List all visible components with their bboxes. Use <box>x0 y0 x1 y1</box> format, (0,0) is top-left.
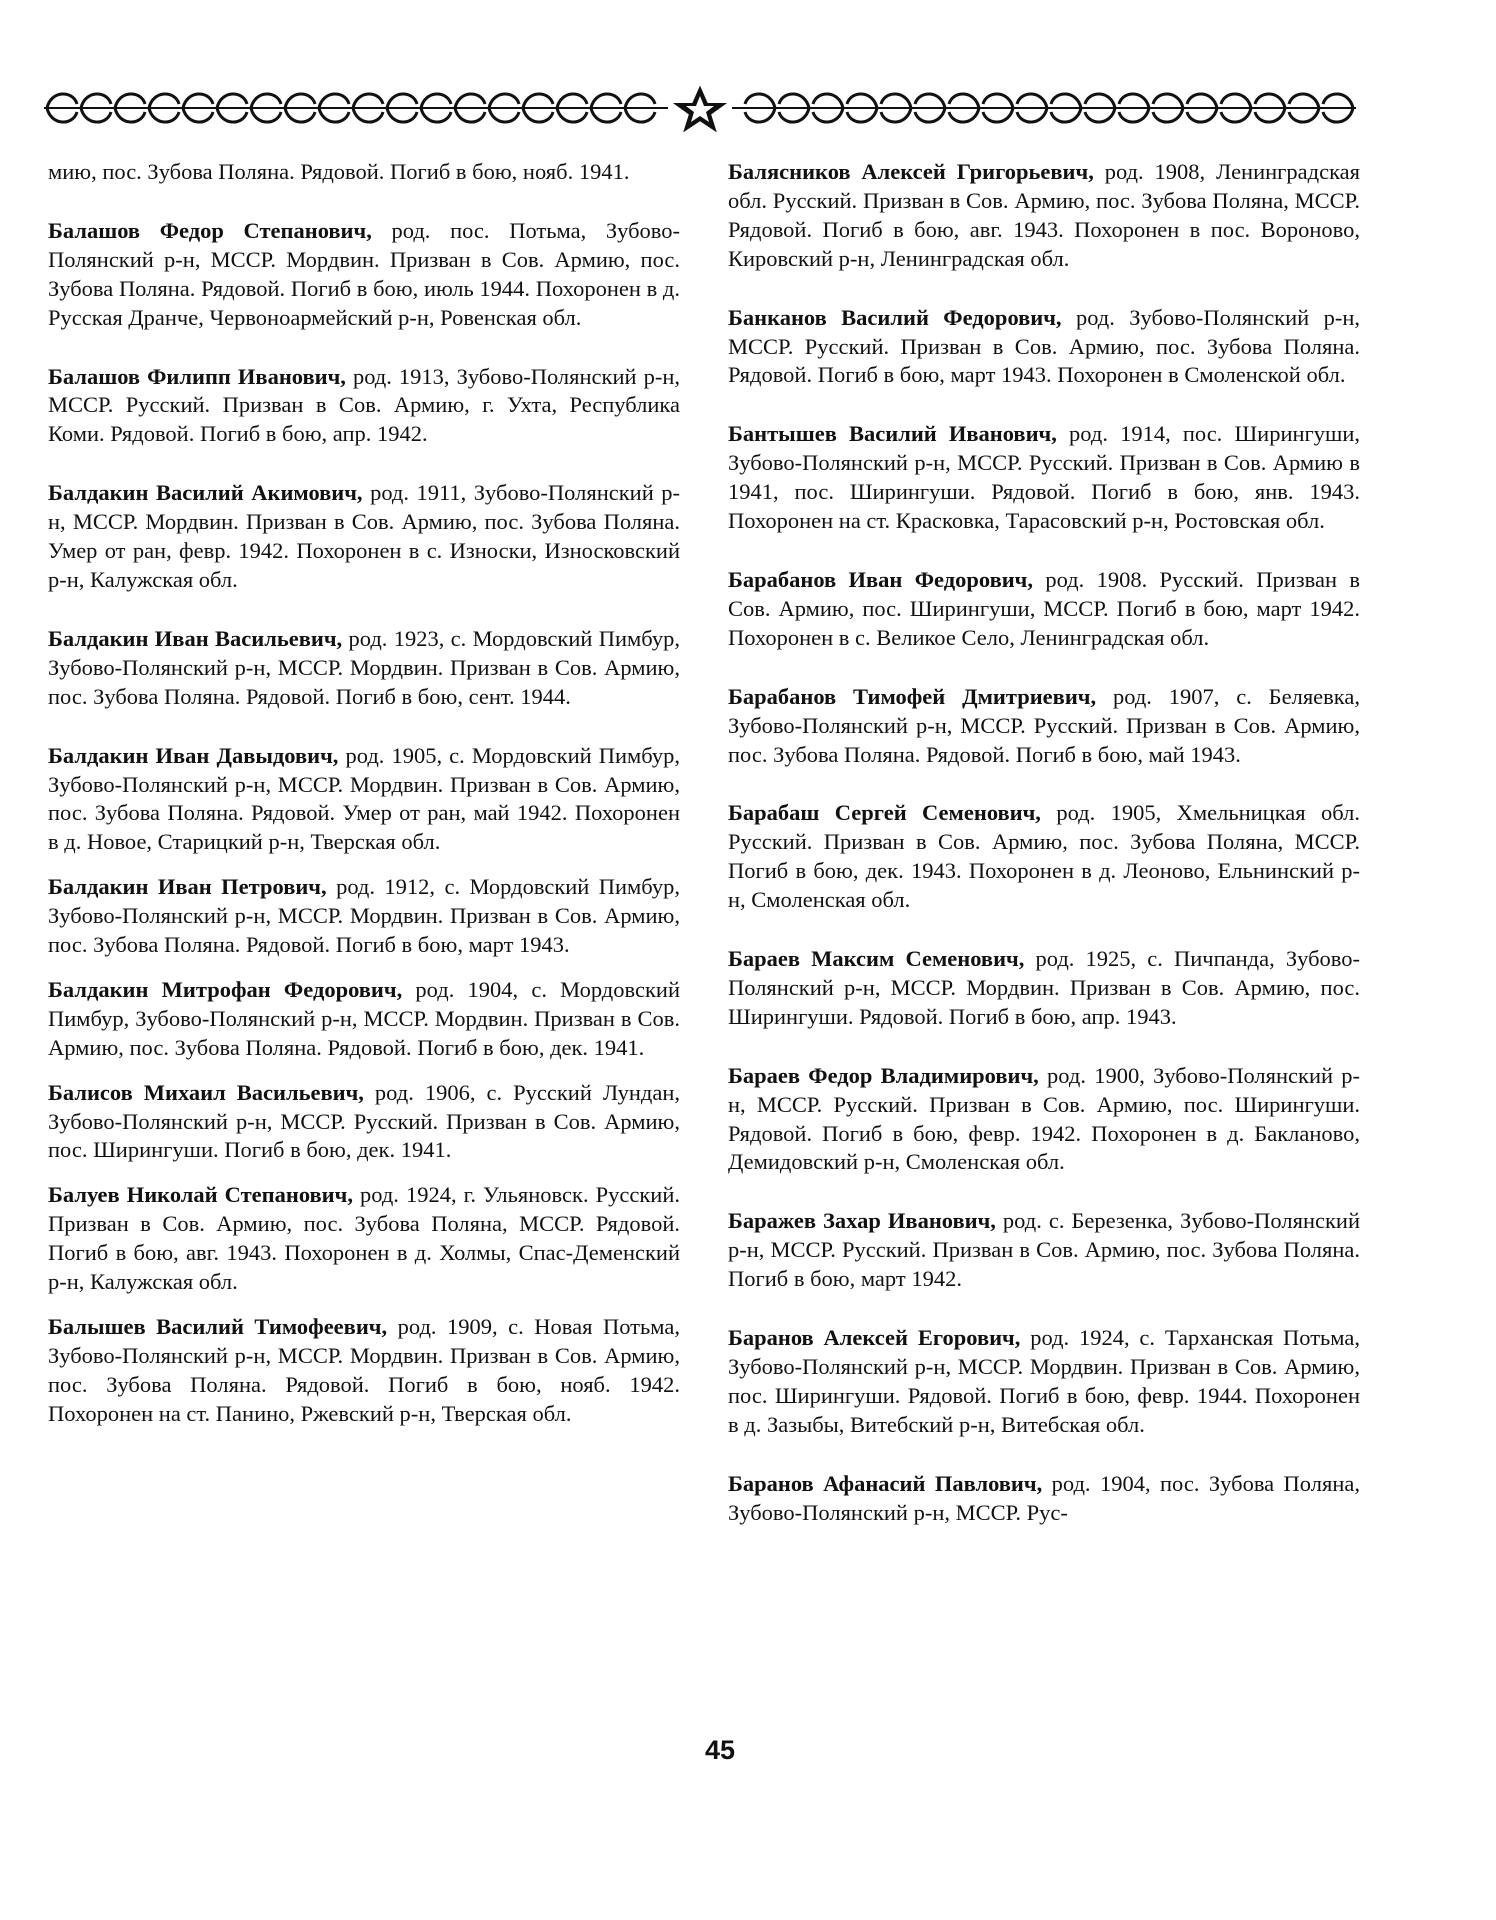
laurel-leaf-icon <box>353 94 383 108</box>
laurel-leaf-icon <box>387 94 417 108</box>
laurel-leaf-icon <box>489 108 519 122</box>
laurel-leaf-icon <box>217 94 247 108</box>
page-number: 45 <box>704 1735 736 1765</box>
laurel-leaf-icon <box>523 94 553 108</box>
laurel-leaf-icon <box>455 108 485 122</box>
entry-name: Балисов Михаил Васильевич, <box>48 1079 364 1105</box>
laurel-leaf-icon <box>813 94 843 108</box>
memorial-entry <box>728 158 1360 274</box>
laurel-leaf-icon <box>81 94 111 108</box>
laurel-leaf-icon <box>319 108 349 122</box>
laurel-leaf-icon <box>115 108 145 122</box>
laurel-leaf-icon <box>523 108 553 122</box>
memorial-entry <box>728 304 1360 391</box>
entry-name: Барабанов Иван Федорович, <box>728 566 1033 592</box>
laurel-leaf-icon <box>915 94 945 108</box>
laurel-leaf-icon <box>813 108 843 122</box>
laurel-leaf-icon <box>1323 94 1353 108</box>
entry-text: род. 1900, Зубово-Полянский р-н, МССР. Русский. Призван в Сов. Армию, пос. Ширингуши. Рядовой. Погиб в бою, февр. 1942. Похоронен в д. Бакланово, Демидовский р-н, Смоленская обл. <box>728 1062 1360 1175</box>
memorial-entry <box>48 1079 680 1166</box>
entry-text: род. 1924, с. Тарханская Потьма, Зубово-Полянский р-н, МССР. Мордвин. Призван в Сов. Армию, пос. Ширингуши. Рядовой. Погиб в бою, февр. 1944. Похоронен в д. Зазыбы, Витебский р-н, Витебская обл. <box>728 1325 1360 1437</box>
laurel-leaf-icon <box>455 94 485 108</box>
laurel-garland-icon <box>40 82 1360 134</box>
right-column <box>728 158 1360 1558</box>
laurel-leaf-icon <box>421 94 451 108</box>
laurel-leaf-icon <box>745 94 775 108</box>
memorial-entry <box>728 1324 1360 1440</box>
laurel-leaf-icon <box>847 108 877 122</box>
laurel-leaf-icon <box>421 108 451 122</box>
entry-text: род. 1906, с. Русский Лундан, Зубово-Полянский р-н, МССР. Русский. Призван в Сов. Армию, пос. Ширингуши. Погиб в бою, дек. 1941. <box>48 1079 680 1163</box>
entry-text: род. 1904, пос. Зубова Поляна, Зубово-Полянский р-н, МССР. Рус- <box>728 1470 1360 1525</box>
memorial-entry <box>48 217 680 333</box>
memorial-entry <box>48 742 680 858</box>
entry-text: род. 1923, с. Мордовский Пимбур, Зубово-Полянский р-н, МССР. Мордвин. Призван в Сов. Армию, пос. Зубова Поляна. Рядовой. Погиб в бою, сент. 1944. <box>48 625 681 709</box>
laurel-leaf-icon <box>1119 94 1149 108</box>
laurel-leaf-icon <box>1323 108 1353 122</box>
laurel-leaf-icon <box>285 108 315 122</box>
laurel-leaf-icon <box>1017 108 1047 122</box>
laurel-leaf-icon <box>1119 108 1149 122</box>
laurel-leaf-icon <box>779 108 809 122</box>
laurel-leaf-icon <box>1289 94 1319 108</box>
entry-name: Балдакин Иван Давыдович, <box>48 742 339 768</box>
laurel-leaf-icon <box>779 94 809 108</box>
laurel-leaf-icon <box>591 94 621 108</box>
laurel-leaf-icon <box>1187 108 1217 122</box>
entry-text: род. 1905, Хмельницкая обл. Русский. Призван в Сов. Армию, пос. Зубова Поляна, МССР. Погиб в бою, дек. 1943. Похоронен в д. Леоново, Ельнинский р-н, Смоленская обл. <box>728 800 1360 913</box>
memorial-entry <box>48 976 680 1063</box>
laurel-leaf-icon <box>557 94 587 108</box>
laurel-leaf-icon <box>949 108 979 122</box>
star-icon <box>676 88 724 130</box>
laurel-leaf-icon <box>949 94 979 108</box>
entry-text: род. пос. Потьма, Зубово-Полянский р-н, МССР. Мордвин. Призван в Сов. Армию, пос. Зубова Поляна. Рядовой. Погиб в бою, июль 1944. Похоронен в д. Русская Дранче, Червоноармейский р-н, Ровенская обл. <box>48 217 681 330</box>
entry-text: род. 1909, с. Новая Потьма, Зубово-Полянский р-н, МССР. Мордвин. Призван в Сов. Армию, пос. Зубова Поляна. Рядовой. Погиб в бою, нояб. 1942. Похоронен на ст. Панино, Ржевский р-н, Тверская обл. <box>48 1314 680 1426</box>
memorial-entry <box>48 873 680 960</box>
entry-text: род. 1904, с. Мордовский Пимбур, Зубово-Полянский р-н, МССР. Мордвин. Призван в Сов. Армию, пос. Зубова Поляна. Рядовой. Погиб в бою, дек. 1941. <box>48 976 680 1060</box>
entry-name: Балашов Федор Степанович, <box>48 217 372 243</box>
laurel-leaf-icon <box>1255 108 1285 122</box>
entry-name: Балышев Василий Тимофеевич, <box>48 1314 388 1339</box>
entry-text: род. 1925, с. Пичпанда, Зубово-Полянский р-н, МССР. Мордвин. Призван в Сов. Армию, пос. Ширингуши. Рядовой. Погиб в бою, апр. 1943. <box>728 946 1360 1029</box>
memorial-entry <box>48 1313 680 1429</box>
memorial-entry <box>728 945 1360 1032</box>
memorial-entry <box>48 363 680 450</box>
entry-text: род. 1907, с. Беляевка, Зубово-Полянский р-н, МССР. Русский. Призван в Сов. Армию, пос. Зубова Поляна. Рядовой. Погиб в бою, май 1943. <box>728 683 1360 767</box>
memorial-entry <box>728 566 1360 653</box>
entry-name: Балдакин Василий Акимович, <box>48 480 363 506</box>
entry-name: Балдакин Митрофан Федорович, <box>48 976 403 1002</box>
memorial-entry <box>48 158 680 187</box>
memorial-entry <box>728 1062 1360 1178</box>
memorial-entry <box>728 683 1360 770</box>
memorial-entry <box>728 1207 1360 1294</box>
laurel-leaf-icon <box>847 94 877 108</box>
laurel-leaf-icon <box>983 108 1013 122</box>
memorial-entry <box>728 799 1360 915</box>
laurel-leaf-icon <box>183 94 213 108</box>
laurel-leaf-icon <box>1153 94 1183 108</box>
laurel-leaf-icon <box>183 108 213 122</box>
laurel-leaf-icon <box>1051 94 1081 108</box>
laurel-leaf-icon <box>251 108 281 122</box>
laurel-leaf-icon <box>81 108 111 122</box>
memorial-entry <box>728 1470 1360 1528</box>
laurel-leaf-icon <box>625 108 655 122</box>
entry-name: Балдакин Иван Васильевич, <box>48 625 343 651</box>
laurel-leaf-icon <box>1255 94 1285 108</box>
laurel-leaf-icon <box>1017 94 1047 108</box>
left-column <box>48 158 680 1445</box>
laurel-leaf-icon <box>915 108 945 122</box>
entry-text: род. 1912, с. Мордовский Пимбур, Зубово-Полянский р-н, МССР. Мордвин. Призван в Сов. Армию, пос. Зубова Поляна. Рядовой. Погиб в бою, март 1943. <box>48 874 680 958</box>
laurel-leaf-icon <box>1187 94 1217 108</box>
laurel-leaf-icon <box>1289 108 1319 122</box>
laurel-leaf-icon <box>745 108 775 122</box>
memorial-entry <box>48 1181 680 1297</box>
laurel-leaf-icon <box>591 108 621 122</box>
entry-text: род. Зубово-Полянский р-н, МССР. Русский. Призван в Сов. Армию, пос. Зубова Поляна. Рядовой. Погиб в бою, март 1943. Похоронен в Смоленской обл. <box>728 304 1360 388</box>
laurel-leaf-icon <box>881 108 911 122</box>
entry-name: Барабаш Сергей Семенович, <box>728 800 1041 826</box>
entry-name: Бараев Максим Семенович, <box>728 946 1025 972</box>
laurel-leaf-icon <box>625 94 655 108</box>
laurel-leaf-icon <box>149 94 179 108</box>
entry-text: род. 1924, г. Ульяновск. Русский. Призван в Сов. Армию, пос. Зубова Поляна, МССР. Рядовой. Погиб в бою, авг. 1943. Похоронен в д. Холмы, Спас-Деменский р-н, Калужская обл. <box>48 1182 680 1295</box>
laurel-leaf-icon <box>47 108 77 122</box>
memorial-entry <box>48 479 680 595</box>
entry-name: Балуев Николай Степанович, <box>48 1182 353 1208</box>
laurel-leaf-icon <box>489 94 519 108</box>
entry-name: Барабанов Тимофей Дмитриевич, <box>728 683 1097 709</box>
entry-text: род. 1905, с. Мордовский Пимбур, Зубово-Полянский р-н, МССР. Мордвин. Призван в Сов. Армию, пос. Зубова Поляна. Рядовой. Умер от ран, май 1942. Похоронен в д. Новое, Старицкий р-н, Тверская обл. <box>48 742 680 855</box>
entry-name: Банканов Василий Федорович, <box>728 304 1062 330</box>
laurel-leaf-icon <box>251 94 281 108</box>
laurel-leaf-icon <box>1153 108 1183 122</box>
entry-text: род. 1911, Зубово-Полянский р-н, МССР. Мордвин. Призван в Сов. Армию, пос. Зубова Поляна. Умер от ран, февр. 1942. Похоронен в с. Износки, Износковский р-н, Калужская обл. <box>48 480 680 592</box>
entry-text: мию, пос. Зубова Поляна. Рядовой. Погиб в бою, нояб. 1941. <box>48 159 630 184</box>
laurel-leaf-icon <box>319 94 349 108</box>
entry-text: род. 1914, пос. Ширингуши, Зубово-Полянский р-н, МССР. Русский. Призван в Сов. Армию в 1941, пос. Ширингуши. Рядовой. Погиб в бою, янв. 1943. Похоронен на ст. Красковка, Тарасовский р-н, Ростовская обл. <box>728 421 1360 534</box>
laurel-leaf-icon <box>387 108 417 122</box>
entry-name: Баранов Афанасий Павлович, <box>728 1470 1043 1496</box>
entry-name: Баражев Захар Иванович, <box>728 1208 996 1234</box>
laurel-leaf-icon <box>1085 108 1115 122</box>
laurel-leaf-icon <box>1051 108 1081 122</box>
entry-text: род. 1908, Ленинградская обл. Русский. Призван в Сов. Армию, пос. Зубова Поляна, МССР. Рядовой. Погиб в бою, авг. 1943. Похоронен в пос. Вороново, Кировский р-н, Ленинградская обл. <box>728 159 1361 271</box>
entry-text: род. 1913, Зубово-Полянский р-н, МССР. Русский. Призван в Сов. Армию, г. Ухта, Республика Коми. Рядовой. Погиб в бою, апр. 1942. <box>48 363 680 447</box>
laurel-leaf-icon <box>557 108 587 122</box>
laurel-leaf-icon <box>47 94 77 108</box>
entry-name: Баранов Алексей Егорович, <box>728 1325 1021 1351</box>
laurel-leaf-icon <box>285 94 315 108</box>
entry-name: Балашов Филипп Иванович, <box>48 363 346 389</box>
entry-name: Бантышев Василий Иванович, <box>728 421 1057 447</box>
laurel-leaf-icon <box>1085 94 1115 108</box>
laurel-leaf-icon <box>1221 94 1251 108</box>
entry-name: Балдакин Иван Петрович, <box>48 874 327 900</box>
entry-name: Бараев Федор Владимирович, <box>728 1062 1039 1088</box>
laurel-leaf-icon <box>881 94 911 108</box>
memorial-entry <box>728 420 1360 536</box>
laurel-leaf-icon <box>983 94 1013 108</box>
entry-text: род. 1908. Русский. Призван в Сов. Армию, пос. Ширингуши, МССР. Погиб в бою, март 1942. Похоронен в с. Великое Село, Ленинградская обл. <box>728 566 1360 650</box>
memorial-entry <box>48 625 680 712</box>
laurel-leaf-icon <box>149 108 179 122</box>
laurel-leaf-icon <box>353 108 383 122</box>
laurel-leaf-icon <box>1221 108 1251 122</box>
entry-name: Балясников Алексей Григорьевич, <box>728 159 1094 184</box>
entry-text: род. с. Березенка, Зубово-Полянский р-н, МССР. Русский. Призван в Сов. Армию, пос. Зубова Поляна. Погиб в бою, март 1942. <box>728 1208 1360 1292</box>
laurel-leaf-icon <box>217 108 247 122</box>
laurel-leaf-icon <box>115 94 145 108</box>
